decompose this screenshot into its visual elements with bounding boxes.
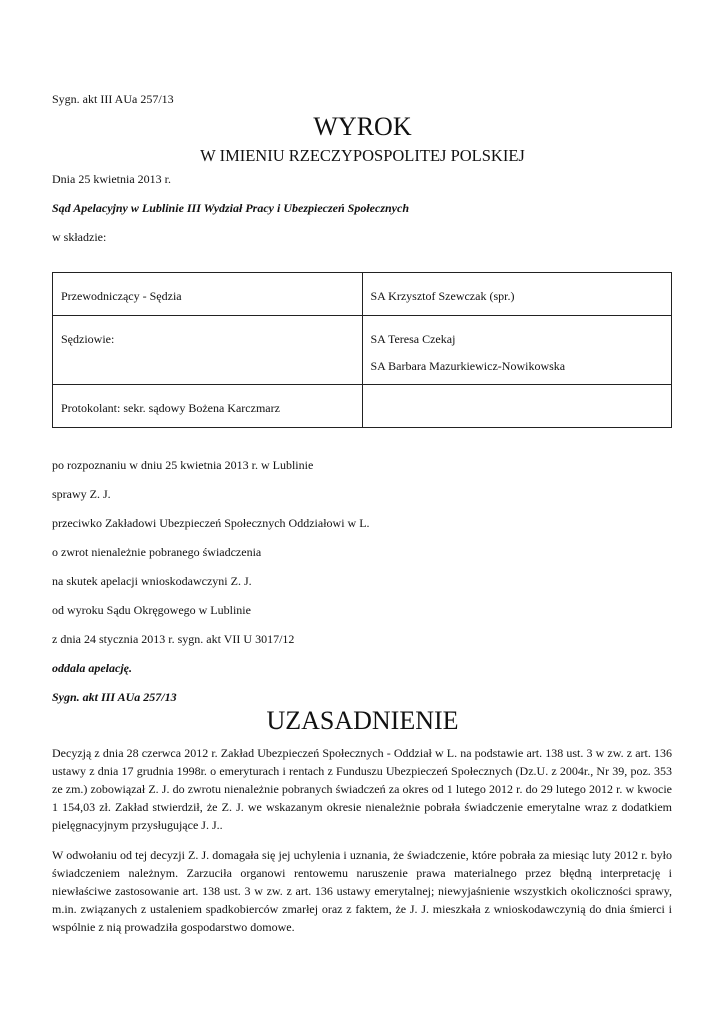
clerk-label: Protokolant: sekr. sądowy Bożena Karczmarz [53, 385, 363, 428]
chair-label: Przewodniczący - Sędzia [53, 273, 363, 316]
proceedings-line: na skutek apelacji wnioskodawczyni Z. J. [52, 574, 252, 588]
verdict: oddala apelację. [52, 661, 132, 675]
judge-1: SA Teresa Czekaj [370, 332, 456, 346]
proceedings-line: przeciwko Zakładowi Ubezpieczeń Społecznych Oddziałowi w L. [52, 516, 370, 530]
judge-2: SA Barbara Mazurkiewicz-Nowikowska [370, 359, 566, 373]
composition-table [52, 272, 672, 428]
justification-title: UZASADNIENIE [266, 706, 459, 735]
justification-paragraph: Decyzją z dnia 28 czerwca 2012 r. Zakład Ubezpieczeń Społecznych - Oddział w L. na podstawie art. 138 ust. 3 w zw. z art. 136 ustawy z dnia 17 grudnia 1998r. o emeryturach i rentach z Funduszu Ubezpieczeń Społecznych (Dz.U. z 2004r., Nr 39, poz. 353 ze zm.) zobowiązał Z. J. do zwrotu nienależnie pobranych świadczeń za okres od 1 lutego 2012 r. do 29 lutego 2012 r. w kwocie 1 154,03 zł. Zakład stwierdził, że Z. J. we wskazanym okresie nienależnie pobrała świadczenie emerytalne wraz z dodatkiem pielęgnacyjnym przysługujące J. J.. [52, 746, 672, 832]
table-row [53, 385, 672, 428]
composition-intro: w składzie: [52, 230, 107, 244]
table-row [53, 273, 672, 316]
proceedings-line: po rozpoznaniu w dniu 25 kwietnia 2013 r. w Lublinie [52, 458, 314, 472]
document-title: WYROK [313, 112, 412, 141]
judges-label: Sędziowie: [53, 316, 363, 385]
judges-cell [362, 316, 672, 385]
proceedings-line: od wyroku Sądu Okręgowego w Lublinie [52, 603, 251, 617]
document-subtitle: W IMIENIU RZECZYPOSPOLITEJ POLSKIEJ [200, 146, 525, 165]
proceedings-line: z dnia 24 stycznia 2013 r. sygn. akt VII U 3017/12 [52, 632, 295, 646]
table-row [53, 316, 672, 385]
case-number-bottom: Sygn. akt III AUa 257/13 [52, 690, 177, 704]
chair-value: SA Krzysztof Szewczak (spr.) [362, 273, 672, 316]
date-line: Dnia 25 kwietnia 2013 r. [52, 172, 171, 186]
proceedings-line: sprawy Z. J. [52, 487, 111, 501]
justification-paragraph: W odwołaniu od tej decyzji Z. J. domagała się jej uchylenia i uznania, że świadczenie, które pobrała za miesiąc luty 2012 r. było świadczeniem należnym. Zarzuciła organowi rentowemu naruszenie prawa materialnego przez błędną interpretację i niewłaściwe zastosowanie art. 138 ust. 3 w zw. z art. 136 ustawy emerytalnej; niewyjaśnienie wszystkich okoliczności sprawy, m.in. związanych z ustaleniem spadkobierców zmarłej oraz z faktem, że J. J. mieszkała z wnioskodawczynią do dnia śmierci i wspólnie z nią prowadziła gospodarstwo domowe. [52, 848, 672, 934]
clerk-value [362, 385, 672, 428]
court-name: Sąd Apelacyjny w Lublinie III Wydział Pracy i Ubezpieczeń Społecznych [52, 201, 409, 215]
case-number-top: Sygn. akt III AUa 257/13 [52, 92, 174, 106]
proceedings-line: o zwrot nienależnie pobranego świadczenia [52, 545, 262, 559]
